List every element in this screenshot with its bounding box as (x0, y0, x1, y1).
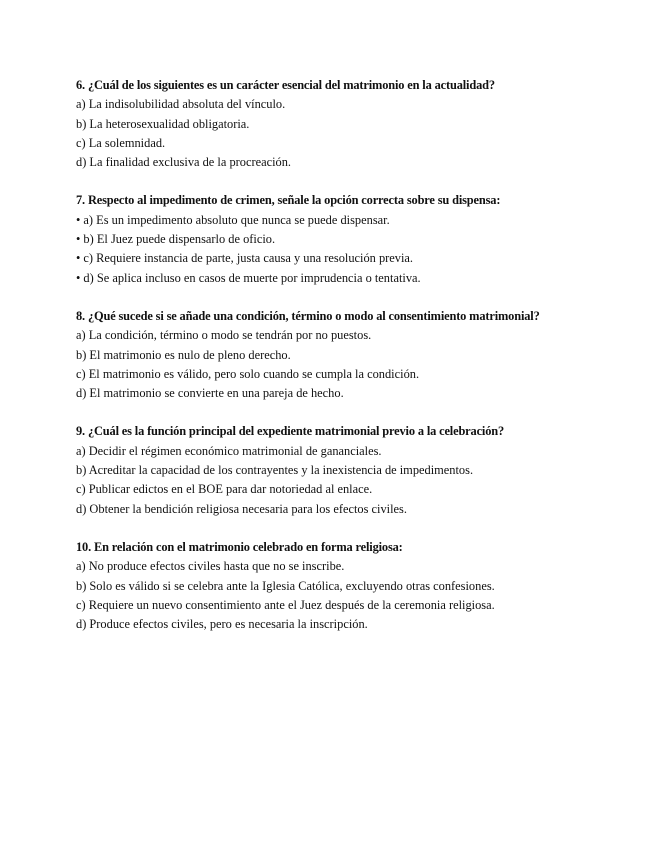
answer-option-d: d) Obtener la bendición religiosa necesaria para los efectos civiles. (76, 501, 407, 516)
answer-option-d: d) Produce efectos civiles, pero es necesaria la inscripción. (76, 617, 368, 632)
answer-option-b: b) Solo es válido si se celebra ante la Iglesia Católica, excluyendo otras confesiones. (76, 578, 495, 593)
answer-option-b: b) La heterosexualidad obligatoria. (76, 116, 250, 131)
answer-option-c: c) El matrimonio es válido, pero solo cuando se cumpla la condición. (76, 366, 420, 381)
answer-option-a: a) No produce efectos civiles hasta que no se inscribe. (76, 559, 345, 574)
question-7 (76, 191, 636, 287)
answer-option-c: • c) Requiere instancia de parte, justa causa y una resolución previa. (76, 251, 414, 266)
question-title: 10. En relación con el matrimonio celebrado en forma religiosa: (76, 539, 403, 554)
question-6 (76, 76, 636, 172)
question-8 (76, 307, 636, 403)
answer-option-a: a) La indisolubilidad absoluta del vínculo. (76, 97, 286, 112)
question-title: 9. ¿Cuál es la función principal del expediente matrimonial previo a la celebración? (76, 424, 505, 439)
answer-option-c: c) Publicar edictos en el BOE para dar notoriedad al enlace. (76, 482, 373, 497)
question-title: 8. ¿Qué sucede si se añade una condición, término o modo al consentimiento matrimonial? (76, 308, 540, 323)
answer-option-b: • b) El Juez puede dispensarlo de oficio. (76, 232, 276, 247)
answer-option-a: • a) Es un impedimento absoluto que nunca se puede dispensar. (76, 212, 390, 227)
question-10 (76, 538, 636, 634)
document-page (76, 76, 636, 653)
answer-option-a: a) Decidir el régimen económico matrimonial de gananciales. (76, 443, 382, 458)
answer-option-c: c) La solemnidad. (76, 135, 166, 150)
answer-option-b: b) El matrimonio es nulo de pleno derecho. (76, 347, 291, 362)
answer-option-d: d) El matrimonio se convierte en una pareja de hecho. (76, 386, 344, 401)
answer-option-c: c) Requiere un nuevo consentimiento ante el Juez después de la ceremonia religiosa. (76, 597, 495, 612)
answer-option-d: d) La finalidad exclusiva de la procreación. (76, 155, 292, 170)
answer-option-b: b) Acreditar la capacidad de los contrayentes y la inexistencia de impedimentos. (76, 463, 474, 478)
question-9 (76, 422, 636, 518)
question-title: 7. Respecto al impedimento de crimen, señale la opción correcta sobre su dispensa: (76, 193, 501, 208)
answer-option-a: a) La condición, término o modo se tendrán por no puestos. (76, 328, 372, 343)
answer-option-d: • d) Se aplica incluso en casos de muerte por imprudencia o tentativa. (76, 270, 421, 285)
question-title: 6. ¿Cuál de los siguientes es un carácter esencial del matrimonio en la actualidad? (76, 78, 495, 92)
